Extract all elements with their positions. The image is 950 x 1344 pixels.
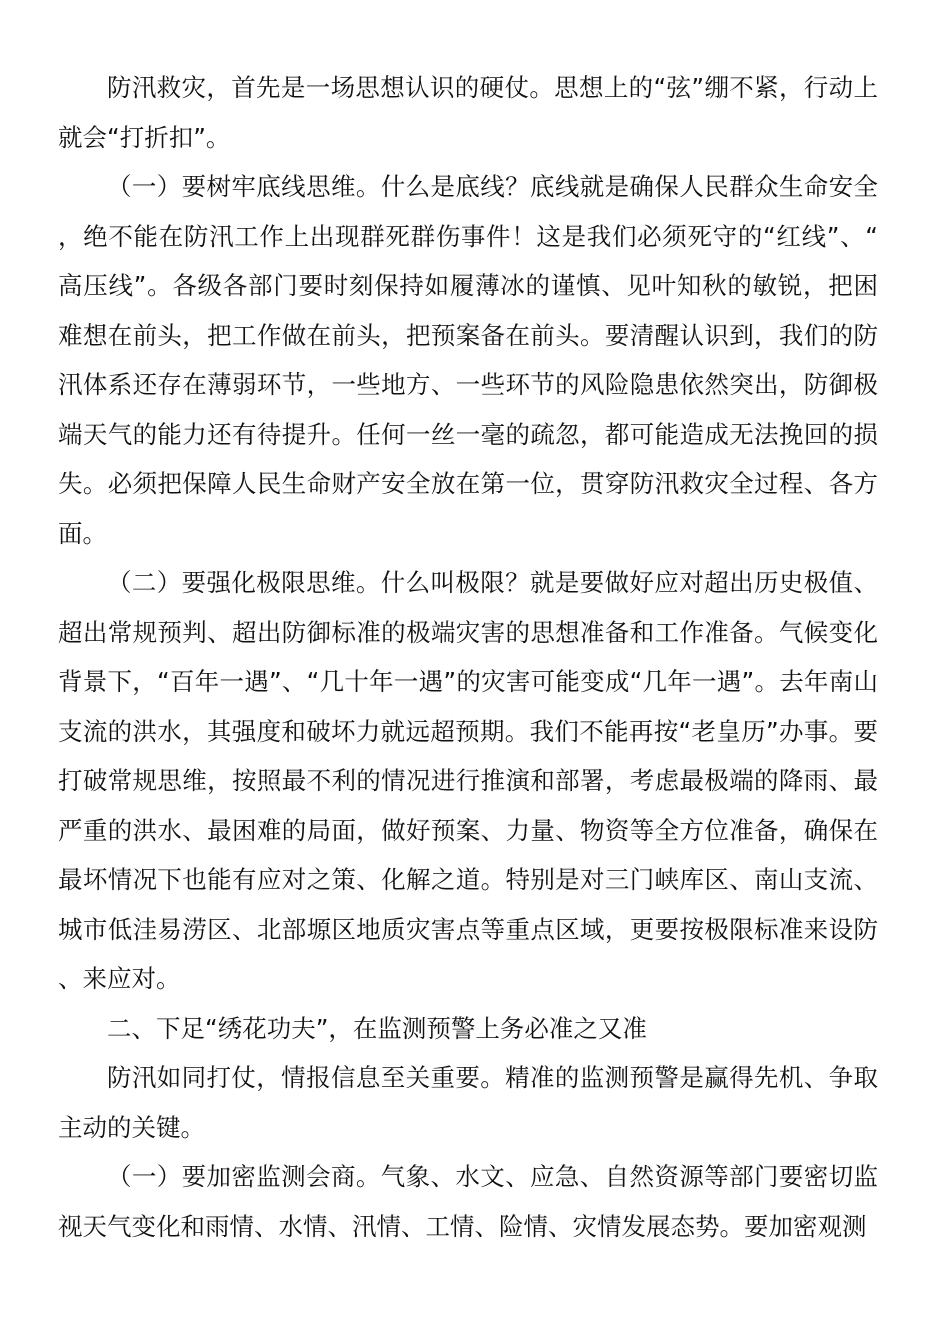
document-page: [58, 63, 878, 1251]
section-heading: 二、下足“绣花功夫”，在监测预警上务必准之又准: [107, 1013, 647, 1043]
paragraph-intro: 防汛救灾，首先是一场思想认识的硬仗。思想上的“弦”绷不紧，行动上就会“打折扣”。: [58, 73, 878, 152]
paragraph-monitoring-intro: 防汛如同打仗，情报信息至关重要。精准的监测预警是赢得先机、争取主动的关键。: [58, 1063, 878, 1142]
paragraph-limit-thinking: （二）要强化极限思维。什么叫极限？就是要做好应对超出历史极值、超出常规预判、超出防御标准的极端灾害的思想准备和工作准备。气候变化背景下，“百年一遇”、“几十年一遇”的灾害可能变成“几年一遇”。去年南山支流的洪水，其强度和破坏力就远超预期。我们不能再按“老皇历”办事。要打破常规思维，按照最不利的情况进行推演和部署，考虑最极端的降雨、最严重的洪水、最困难的局面，做好预案、力量、物资等全方位准备，确保在最坏情况下也能有应对之策、化解之道。特别是对三门峡库区、南山支流、城市低洼易涝区、北部塬区地质灾害点等重点区域，更要按极限标准来设防、来应对。: [58, 568, 878, 993]
paragraph-bottom-line-thinking: （一）要树牢底线思维。什么是底线？底线就是确保人民群众生命安全，绝不能在防汛工作上出现群死群伤事件！这是我们必须死守的“红线”、“高压线”。各级各部门要时刻保持如履薄冰的谨慎、见叶知秋的敏锐，把困难想在前头，把工作做在前头，把预案备在前头。要清醒认识到，我们的防汛体系还存在薄弱环节，一些地方、一些环节的风险隐患依然突出，防御极端天气的能力还有待提升。任何一丝一毫的疏忽，都可能造成无法挽回的损失。必须把保障人民生命财产安全放在第一位，贯穿防汛救灾全过程、各方面。: [58, 172, 878, 548]
paragraph-monitoring-consultation: （一）要加密监测会商。气象、水文、应急、自然资源等部门要密切监视天气变化和雨情、水情、汛情、工情、险情、灾情发展态势。要加密观测: [58, 1162, 878, 1241]
